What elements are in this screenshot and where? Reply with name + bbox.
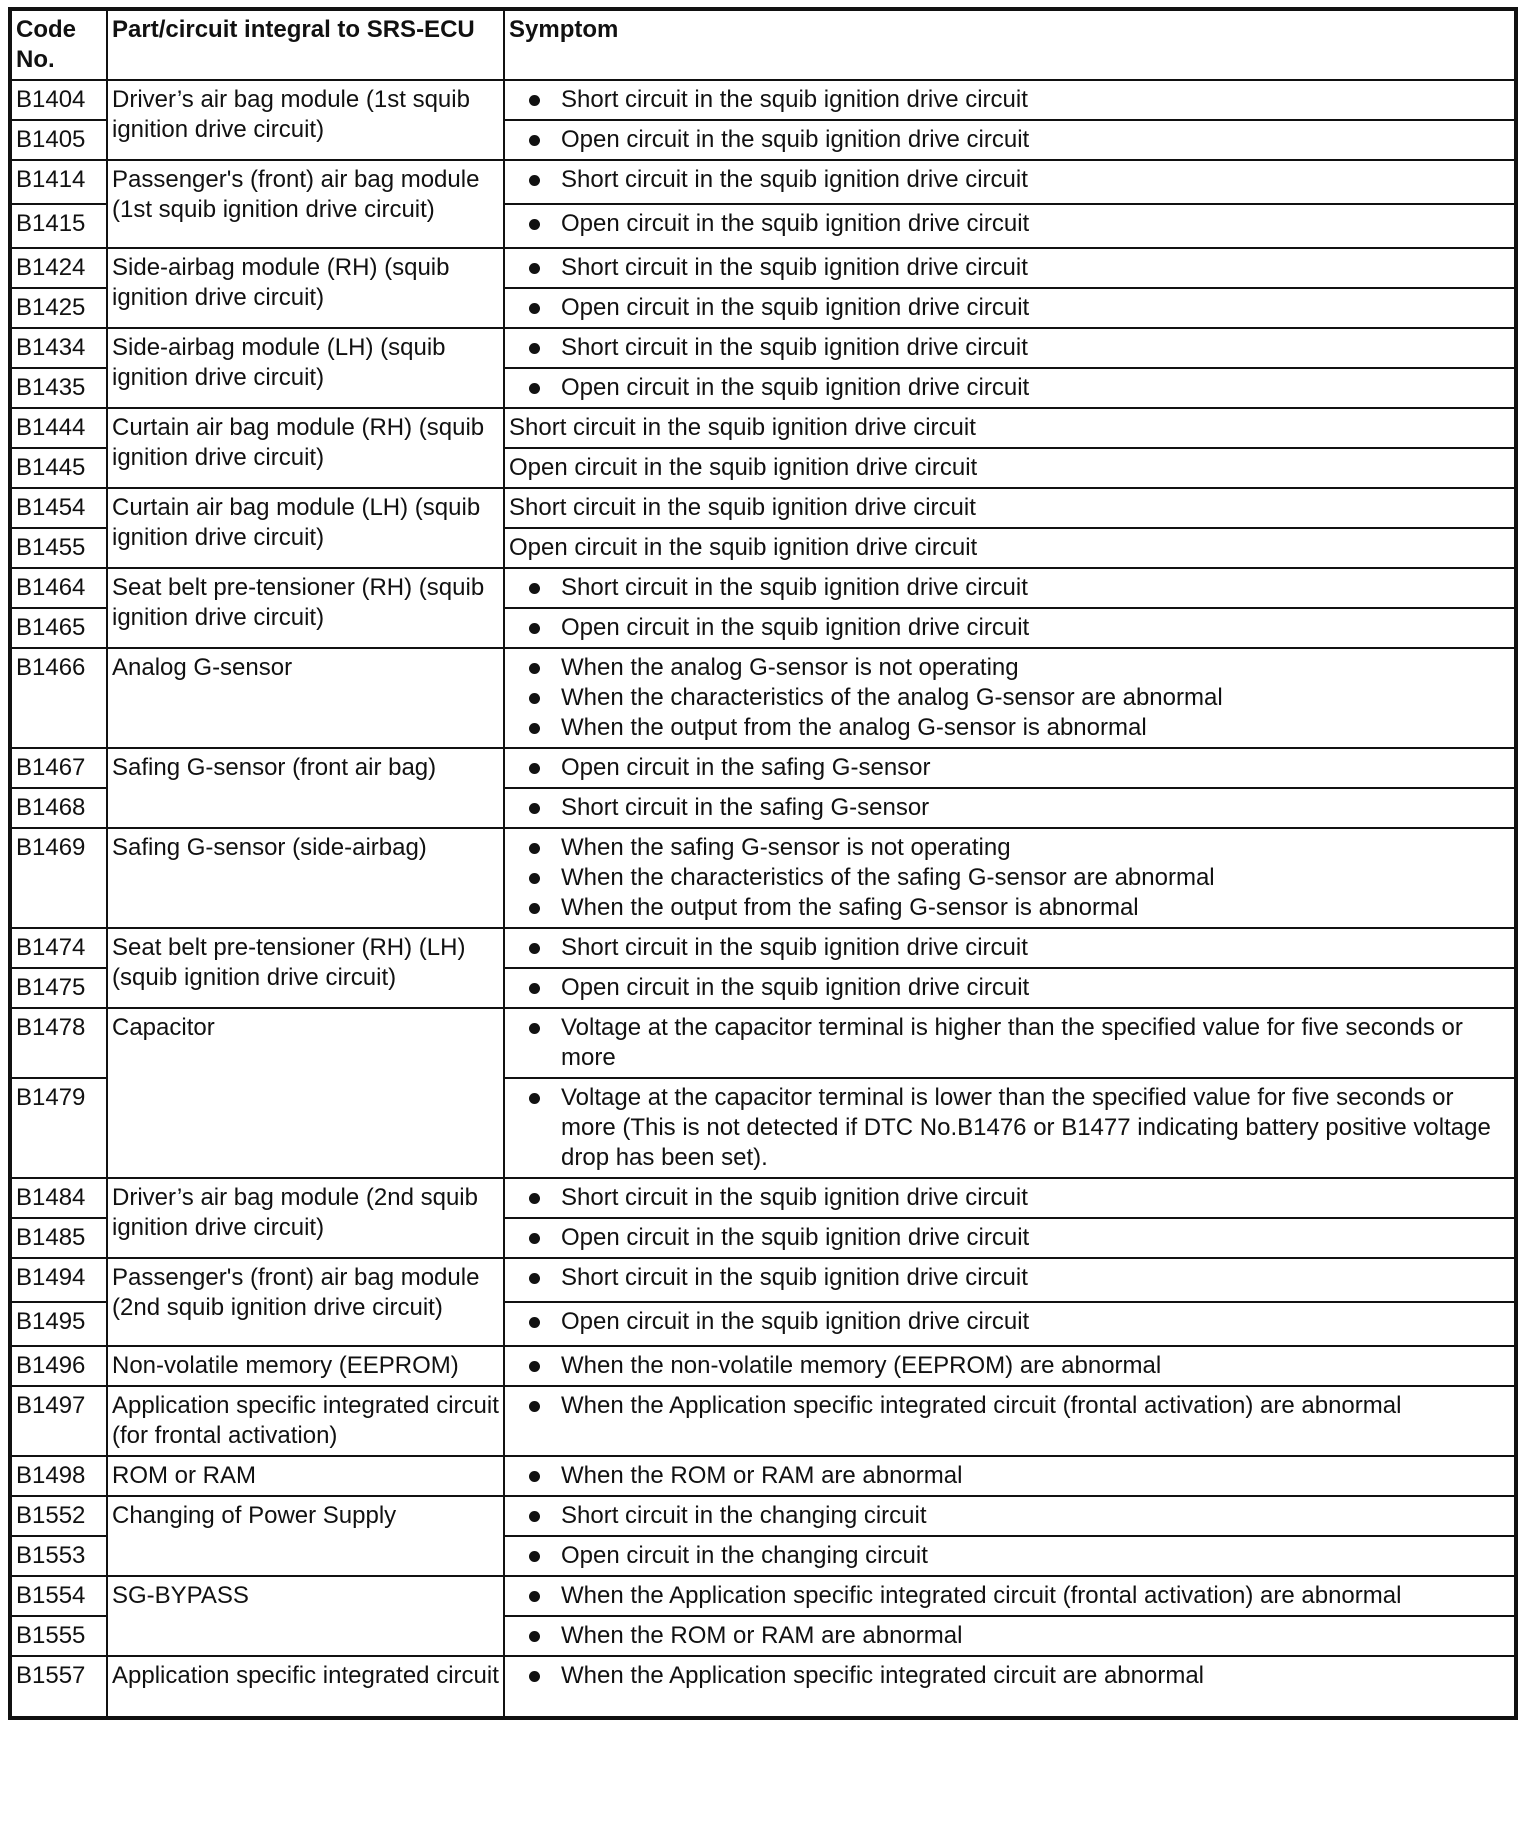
symptom-list [509, 1661, 1510, 1691]
symptom-cell [504, 828, 1516, 928]
code-cell: B1469 [10, 828, 107, 928]
symptom-cell [504, 1008, 1516, 1078]
symptom-cell [504, 204, 1516, 248]
symptom-item: Short circuit in the squib ignition drive circuit [509, 933, 1510, 963]
symptom-text: Open circuit in the squib ignition drive circuit [509, 534, 978, 561]
symptom-cell [504, 80, 1516, 120]
symptom-cell [504, 1218, 1516, 1258]
symptom-item: Short circuit in the squib ignition drive circuit [509, 573, 1510, 603]
header-symptom: Symptom [504, 9, 1516, 80]
part-cell: Analog G-sensor [107, 648, 504, 748]
symptom-list [509, 1541, 1510, 1571]
symptom-item: When the output from the safing G-sensor is abnormal [509, 893, 1510, 923]
symptom-list [509, 833, 1510, 923]
symptom-list [509, 253, 1510, 283]
symptom-list [509, 613, 1510, 643]
part-cell: Passenger's (front) air bag module (2nd squib ignition drive circuit) [107, 1258, 504, 1346]
symptom-item: When the non-volatile memory (EEPROM) are abnormal [509, 1351, 1510, 1381]
code-cell: B1405 [10, 120, 107, 160]
symptom-item: Short circuit in the squib ignition drive circuit [509, 165, 1510, 195]
symptom-item: Open circuit in the safing G-sensor [509, 753, 1510, 783]
symptom-item: When the characteristics of the analog G-sensor are abnormal [509, 683, 1510, 713]
symptom-cell [504, 1078, 1516, 1178]
symptom-cell [504, 1616, 1516, 1656]
symptom-item: Open circuit in the squib ignition drive circuit [509, 613, 1510, 643]
code-cell: B1475 [10, 968, 107, 1008]
header-part-circuit: Part/circuit integral to SRS-ECU [107, 9, 504, 80]
symptom-text: Short circuit in the squib ignition drive circuit [509, 494, 976, 521]
code-cell: B1454 [10, 488, 107, 528]
symptom-list [509, 1621, 1510, 1651]
table-row [10, 1656, 1516, 1718]
symptom-list [509, 1581, 1510, 1611]
symptom-cell [504, 160, 1516, 204]
part-cell: Application specific integrated circuit [107, 1656, 504, 1718]
code-cell: B1404 [10, 80, 107, 120]
part-cell: Safing G-sensor (side-airbag) [107, 828, 504, 928]
part-cell: Curtain air bag module (LH) (squib ignition drive circuit) [107, 488, 504, 568]
code-cell: B1464 [10, 568, 107, 608]
symptom-cell [504, 968, 1516, 1008]
symptom-list [509, 1013, 1510, 1073]
code-cell: B1444 [10, 408, 107, 448]
symptom-list [509, 793, 1510, 823]
part-cell: Driver’s air bag module (2nd squib ignition drive circuit) [107, 1178, 504, 1258]
code-cell: B1425 [10, 288, 107, 328]
symptom-text: Short circuit in the squib ignition drive circuit [509, 414, 976, 441]
symptom-cell [504, 1456, 1516, 1496]
dtc-table [8, 7, 1518, 1720]
part-cell: SG-BYPASS [107, 1576, 504, 1656]
symptom-item: Short circuit in the squib ignition drive circuit [509, 1183, 1510, 1213]
symptom-list [509, 1307, 1510, 1337]
symptom-list [509, 373, 1510, 403]
code-cell: B1554 [10, 1576, 107, 1616]
part-cell: Capacitor [107, 1008, 504, 1178]
part-cell: Seat belt pre-tensioner (RH) (LH) (squib ignition drive circuit) [107, 928, 504, 1008]
code-cell: B1553 [10, 1536, 107, 1576]
symptom-item: Open circuit in the changing circuit [509, 1541, 1510, 1571]
symptom-item: Open circuit in the squib ignition drive circuit [509, 125, 1510, 155]
symptom-list [509, 1461, 1510, 1491]
code-cell: B1465 [10, 608, 107, 648]
symptom-list [509, 1501, 1510, 1531]
symptom-cell [504, 1346, 1516, 1386]
symptom-cell [504, 608, 1516, 648]
code-cell: B1424 [10, 248, 107, 288]
symptom-item: Open circuit in the squib ignition drive circuit [509, 1307, 1510, 1337]
symptom-list [509, 293, 1510, 323]
code-cell: B1468 [10, 788, 107, 828]
symptom-list [509, 333, 1510, 363]
table-row [10, 1258, 1516, 1302]
part-cell: Driver’s air bag module (1st squib ignition drive circuit) [107, 80, 504, 160]
table-row [10, 328, 1516, 368]
code-cell: B1552 [10, 1496, 107, 1536]
symptom-cell [504, 1302, 1516, 1346]
part-cell: Application specific integrated circuit (for frontal activation) [107, 1386, 504, 1456]
header-code-no: Code No. [10, 9, 107, 80]
symptom-list [509, 973, 1510, 1003]
symptom-item: When the ROM or RAM are abnormal [509, 1461, 1510, 1491]
symptom-item: When the safing G-sensor is not operating [509, 833, 1510, 863]
symptom-item: Voltage at the capacitor terminal is higher than the specified value for five seconds or more [509, 1013, 1510, 1073]
code-cell: B1497 [10, 1386, 107, 1456]
part-cell: Curtain air bag module (RH) (squib ignition drive circuit) [107, 408, 504, 488]
symptom-list [509, 573, 1510, 603]
symptom-cell [504, 120, 1516, 160]
code-cell: B1555 [10, 1616, 107, 1656]
symptom-item: Open circuit in the squib ignition drive circuit [509, 293, 1510, 323]
symptom-item: When the ROM or RAM are abnormal [509, 1621, 1510, 1651]
code-cell: B1455 [10, 528, 107, 568]
symptom-list [509, 1351, 1510, 1381]
symptom-list [509, 1223, 1510, 1253]
code-cell: B1474 [10, 928, 107, 968]
symptom-item: Open circuit in the squib ignition drive circuit [509, 1223, 1510, 1253]
symptom-cell [504, 528, 1516, 568]
table-row [10, 488, 1516, 528]
table-row [10, 408, 1516, 448]
code-cell: B1466 [10, 648, 107, 748]
code-cell: B1496 [10, 1346, 107, 1386]
symptom-cell [504, 248, 1516, 288]
part-cell: Safing G-sensor (front air bag) [107, 748, 504, 828]
table-row [10, 828, 1516, 928]
code-cell: B1435 [10, 368, 107, 408]
code-cell: B1557 [10, 1656, 107, 1718]
symptom-cell [504, 568, 1516, 608]
symptom-item: Voltage at the capacitor terminal is lower than the specified value for five seconds or more (This is not detected if DTC No.B1476 or B1477 indicating battery positive voltage drop has been set). [509, 1083, 1510, 1173]
code-cell: B1478 [10, 1008, 107, 1078]
table-row [10, 568, 1516, 608]
symptom-item: Short circuit in the changing circuit [509, 1501, 1510, 1531]
code-cell: B1445 [10, 448, 107, 488]
symptom-item: Short circuit in the squib ignition drive circuit [509, 85, 1510, 115]
symptom-cell [504, 408, 1516, 448]
table-body [10, 80, 1516, 1718]
part-cell: Side-airbag module (RH) (squib ignition drive circuit) [107, 248, 504, 328]
code-cell: B1434 [10, 328, 107, 368]
table-row [10, 1346, 1516, 1386]
symptom-item: Short circuit in the safing G-sensor [509, 793, 1510, 823]
table-row [10, 1178, 1516, 1218]
symptom-item: When the Application specific integrated circuit (frontal activation) are abnormal [509, 1391, 1510, 1421]
symptom-list [509, 1183, 1510, 1213]
symptom-list [509, 1083, 1510, 1173]
part-cell: Non-volatile memory (EEPROM) [107, 1346, 504, 1386]
symptom-item: Short circuit in the squib ignition drive circuit [509, 253, 1510, 283]
symptom-cell [504, 448, 1516, 488]
table-row [10, 160, 1516, 204]
symptom-item: When the output from the analog G-sensor is abnormal [509, 713, 1510, 743]
part-cell: ROM or RAM [107, 1456, 504, 1496]
symptom-cell [504, 328, 1516, 368]
code-cell: B1415 [10, 204, 107, 248]
symptom-cell [504, 1536, 1516, 1576]
part-cell: Seat belt pre-tensioner (RH) (squib ignition drive circuit) [107, 568, 504, 648]
symptom-cell [504, 1496, 1516, 1536]
code-cell: B1479 [10, 1078, 107, 1178]
symptom-item: Open circuit in the squib ignition drive circuit [509, 973, 1510, 1003]
table-row [10, 248, 1516, 288]
table-row [10, 1576, 1516, 1616]
symptom-list [509, 165, 1510, 195]
code-cell: B1485 [10, 1218, 107, 1258]
symptom-cell [504, 288, 1516, 328]
code-cell: B1498 [10, 1456, 107, 1496]
symptom-item: When the Application specific integrated circuit (frontal activation) are abnormal [509, 1581, 1510, 1611]
symptom-list [509, 653, 1510, 743]
symptom-cell [504, 748, 1516, 788]
part-cell: Changing of Power Supply [107, 1496, 504, 1576]
table-row [10, 80, 1516, 120]
symptom-item: Open circuit in the squib ignition drive circuit [509, 373, 1510, 403]
part-cell: Passenger's (front) air bag module (1st squib ignition drive circuit) [107, 160, 504, 248]
symptom-list [509, 209, 1510, 239]
symptom-item: When the characteristics of the safing G-sensor are abnormal [509, 863, 1510, 893]
symptom-text: Open circuit in the squib ignition drive circuit [509, 454, 978, 481]
table-row [10, 1456, 1516, 1496]
code-cell: B1414 [10, 160, 107, 204]
table-header-row [10, 9, 1516, 80]
symptom-item: Short circuit in the squib ignition drive circuit [509, 1263, 1510, 1293]
symptom-item: Short circuit in the squib ignition drive circuit [509, 333, 1510, 363]
symptom-cell [504, 1576, 1516, 1616]
symptom-list [509, 1263, 1510, 1293]
symptom-list [509, 125, 1510, 155]
code-cell: B1484 [10, 1178, 107, 1218]
table-row [10, 748, 1516, 788]
symptom-cell [504, 788, 1516, 828]
table-row [10, 1008, 1516, 1078]
table-row [10, 1386, 1516, 1456]
part-cell: Side-airbag module (LH) (squib ignition drive circuit) [107, 328, 504, 408]
code-cell: B1467 [10, 748, 107, 788]
symptom-cell [504, 1656, 1516, 1718]
code-cell: B1494 [10, 1258, 107, 1302]
symptom-cell [504, 488, 1516, 528]
symptom-cell [504, 648, 1516, 748]
symptom-cell [504, 1178, 1516, 1218]
table-row [10, 648, 1516, 748]
symptom-cell [504, 928, 1516, 968]
code-cell: B1495 [10, 1302, 107, 1346]
table-row [10, 928, 1516, 968]
symptom-cell [504, 1258, 1516, 1302]
symptom-list [509, 753, 1510, 783]
symptom-list [509, 1391, 1510, 1421]
symptom-item: When the Application specific integrated circuit are abnormal [509, 1661, 1510, 1691]
symptom-list [509, 85, 1510, 115]
symptom-item: Open circuit in the squib ignition drive circuit [509, 209, 1510, 239]
symptom-cell [504, 1386, 1516, 1456]
symptom-list [509, 933, 1510, 963]
symptom-item: When the analog G-sensor is not operating [509, 653, 1510, 683]
symptom-cell [504, 368, 1516, 408]
table-row [10, 1496, 1516, 1536]
